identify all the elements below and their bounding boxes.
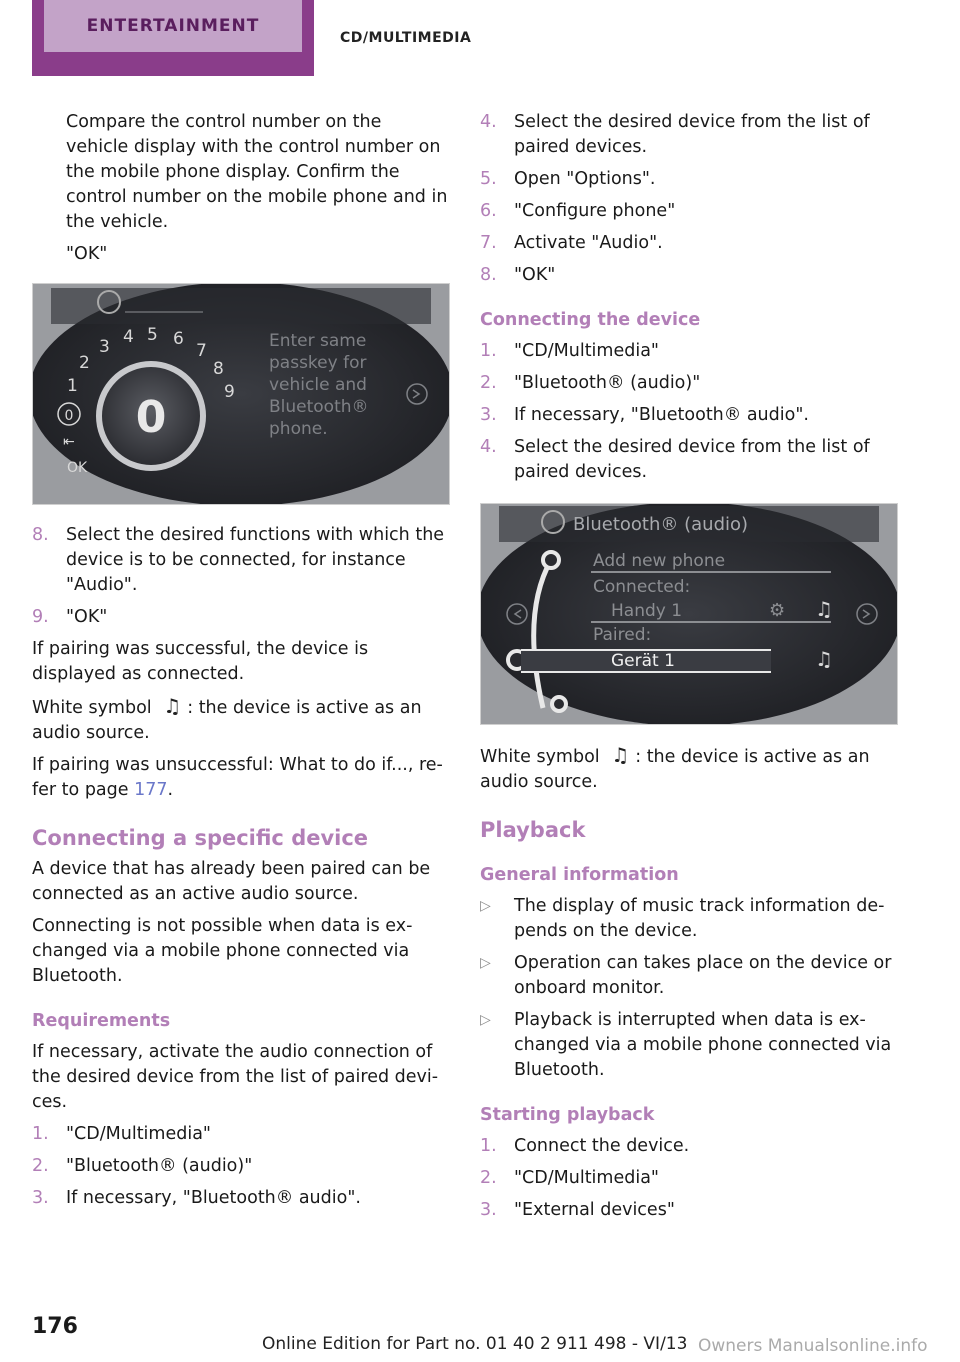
passkey-line-2: passkey for — [269, 353, 367, 373]
phone-settings-icon: ⚙ — [769, 600, 786, 621]
left-column — [32, 110, 448, 1218]
list-item: 2. "CD/Multimedia" — [480, 1168, 659, 1188]
digit-7[interactable]: 7 — [196, 341, 207, 361]
list-item: 8. Select the desired functions with which the device is to be connected, for instance "Audio". — [32, 525, 445, 595]
list-item: ▷ Operation can takes place on the device or onboard monitor. — [480, 951, 896, 1001]
watermark: Owners Manualsonline.info — [698, 1336, 928, 1356]
connected-label: Connected: — [593, 577, 691, 597]
steps-c — [480, 110, 896, 288]
connect-paragraph: A device that has already been paired can be connected as an active audio source. — [32, 859, 431, 904]
passkey-line-1: Enter same — [269, 331, 367, 351]
general-bullets — [480, 894, 896, 1083]
heading-playback: Playback — [480, 818, 586, 842]
music-note-icon: ♫ — [163, 694, 182, 718]
list-item: 8. "OK" — [480, 265, 556, 285]
paired-label: Paired: — [593, 625, 652, 645]
ok-instruction: "OK" — [66, 244, 108, 264]
chapter-tab — [32, 0, 314, 76]
passkey-screen-image — [32, 283, 450, 505]
screen-title: Bluetooth® (audio) — [573, 514, 749, 535]
digit-1[interactable]: 1 — [67, 376, 78, 396]
list-item: 1. Connect the device. — [480, 1136, 690, 1156]
list-item: 4. Select the desired device from the list of paired devices. — [480, 112, 870, 157]
list-item: 1. "CD/Multimedia" — [32, 1124, 211, 1144]
list-item: 3. If necessary, "Bluetooth® audio". — [32, 1188, 361, 1208]
digit-5[interactable]: 5 — [147, 325, 158, 345]
heading-connecting-device: Connecting the device — [480, 310, 701, 330]
digit-4[interactable]: 4 — [123, 327, 134, 347]
list-item: 9. "OK" — [32, 607, 108, 627]
triangle-bullet-icon: ▷ — [480, 955, 491, 971]
passkey-line-4: Bluetooth® — [269, 397, 369, 417]
connected-device-handy1[interactable]: Handy 1 — [611, 601, 683, 621]
heading-requirements: Requirements — [32, 1011, 171, 1031]
music-note-icon: ♫ — [815, 647, 833, 671]
paired-device-geraet1[interactable]: Gerät 1 — [611, 651, 675, 671]
white-symbol-paragraph: White symbol ♫ : the device is active as an audio source. — [32, 694, 422, 743]
music-note-icon: ♫ — [815, 597, 833, 621]
heading-connecting-specific-device: Connecting a specific device — [32, 826, 369, 850]
music-note-icon: ♫ — [611, 743, 630, 767]
center-digit: 0 — [135, 392, 167, 443]
steps-a — [32, 523, 448, 630]
pairing-success-paragraph: If pairing was successful, the device is displayed as connected. — [32, 639, 369, 684]
right-column — [480, 110, 896, 1230]
list-item: 4. Select the desired device from the list of paired devices. — [480, 437, 870, 482]
ok-option[interactable]: OK — [67, 460, 88, 476]
digit-6[interactable]: 6 — [173, 329, 184, 349]
white-symbol-paragraph: White symbol ♫ : the device is active as an audio source. — [480, 743, 870, 792]
steps-e — [480, 1134, 896, 1223]
heading-starting-playback: Starting playback — [480, 1105, 655, 1125]
zero-option[interactable]: 0 — [64, 408, 74, 424]
page-number: 176 — [32, 1314, 78, 1339]
bluetooth-audio-screen-image — [480, 503, 898, 725]
bluetooth-audio-screen-svg — [481, 504, 897, 724]
triangle-bullet-icon: ▷ — [480, 898, 491, 914]
list-item: 7. Activate "Audio". — [480, 233, 663, 253]
list-item: 2. "Bluetooth® (audio)" — [480, 373, 701, 393]
digit-2[interactable]: 2 — [79, 353, 90, 373]
list-item: 6. "Configure phone" — [480, 201, 676, 221]
list-item: 3. "External devices" — [480, 1200, 675, 1220]
steps-d — [480, 339, 896, 485]
digit-9[interactable]: 9 — [224, 382, 235, 402]
pairing-failed-paragraph: If pairing was unsuccessful: What to do if..., refer to page 177. — [32, 755, 443, 800]
triangle-bullet-icon: ▷ — [480, 1012, 491, 1028]
digit-8[interactable]: 8 — [213, 359, 224, 379]
edition-text: Online Edition for Part no. 01 40 2 911 498 - VI/13 — [262, 1334, 688, 1354]
list-item: ▷ The display of music track information depends on the device. — [480, 894, 896, 944]
passkey-screen-svg — [33, 284, 449, 504]
backspace-icon[interactable]: ⇤ — [63, 434, 75, 450]
list-item: 2. "Bluetooth® (audio)" — [32, 1156, 253, 1176]
passkey-line-5: phone. — [269, 419, 328, 439]
list-item: 5. Open "Options". — [480, 169, 656, 189]
list-item: ▷ Playback is interrupted when data is exchanged via a mobile phone connected via Bluetooth. — [480, 1008, 896, 1083]
digit-3[interactable]: 3 — [99, 337, 110, 357]
chapter-tab-label: ENTERTAINMENT — [44, 0, 302, 52]
connect-restriction-paragraph: Connecting is not possible when data is exchanged via a mobile phone connected via Bluetooth. — [32, 916, 413, 986]
requirements-paragraph: If necessary, activate the audio connection of the desired device from the list of paired devices. — [32, 1042, 439, 1112]
steps-b — [32, 1122, 448, 1211]
list-item: 3. If necessary, "Bluetooth® audio". — [480, 405, 809, 425]
heading-general-information: General information — [480, 865, 679, 885]
section-label: CD/MULTIMEDIA — [340, 30, 472, 46]
list-item: 1. "CD/Multimedia" — [480, 341, 659, 361]
page-link[interactable]: 177 — [134, 780, 168, 800]
menu-item-add-new-phone[interactable]: Add new phone — [593, 551, 726, 571]
intro-paragraph: Compare the control number on the vehicle display with the control number on the mobile phone display. Confirm the control number on the mobile phone and in the vehicle. — [66, 112, 448, 232]
passkey-line-3: vehicle and — [269, 375, 367, 395]
